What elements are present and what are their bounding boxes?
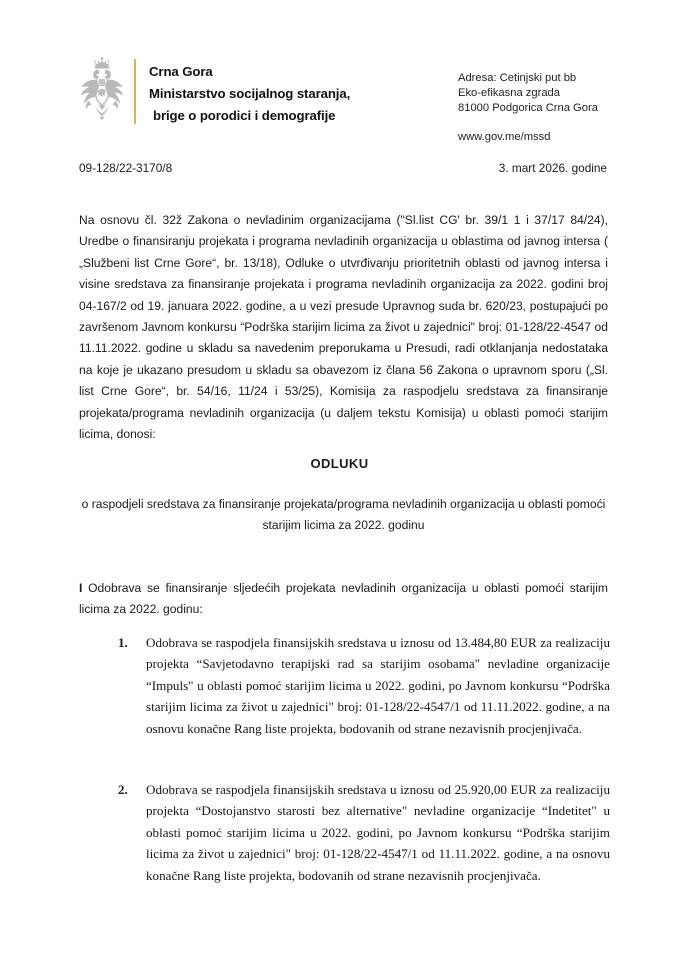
address-line-1: Adresa: Cetinjski put bb: [458, 72, 577, 84]
reference-line: [79, 160, 607, 176]
list-item-number: 2.: [118, 782, 128, 798]
list-item: [118, 779, 610, 886]
reference-number: 09-128/22-3170/8: [79, 161, 173, 175]
header-branding: [76, 56, 350, 130]
preamble-paragraph: Na osnovu čl. 32ž Zakona o nevladinim organizacijama ("Sl.list CG' br. 39/1 1 i 37/17 84/24), Uredbe o finansiranju projekata i programa nevladinih organizacija u oblastima od javnog intersa ( „Službeni list Crne Gore“, br. 13/18), Odluke o utvrđivanju prioritetnih oblasti od javnog intersa i visine sredstava za finansiranje projekata i programa nevladinih organizacija za 2022. godini broj 04-167/2 od 19. januara 2022. godine, a u vezi presude Upravnog suda br. 620/23, postupajući po završenom Javnom konkursu “Podrška starijim licima za život u zajednici" broj: 01-128/22-4547 od 11.11.2022. godine u skladu sa navedenim preporukama u Presudi, radi otklanjanja nedostataka na koje je ukazano presudom u skladu sa obavezom iz člana 56 Zakona o upravnom sporu („Sl. list Crne Gore“, br. 54/16, 11/24 i 53/25), Komisija za raspodjelu sredstava za finansiranje projekata/programa nevladinih organizacija (u daljem tekstu Komisija) u oblasti pomoći starijim licima, donosi:: [79, 213, 608, 442]
list-item-number: 1.: [118, 635, 128, 650]
list-item-text: Odobrava se raspodjela finansijskih sredstava u iznosu od 13.484,80 EUR za realizaciju projekta “Savjetodavno terapijski rad sa starijim osobama" nevladine organizacije “Impuls" u oblasti pomoć starijim licima u 2022. godini, po Javnom konkursu “Podrška starijim licima za život u zajednici" broj: 01-128/22-4547/1 od 11.11.2022. godine, a na osnovu konačne Rang liste projekta, bodovanih od strane nezavisnih procjenjivača.: [146, 635, 610, 736]
ministry-name-line-2: brige o porodici i demografije: [153, 108, 336, 123]
document-subtitle: o raspodjeli sredstava za finansiranje projekata/programa nevladinih organizacija u oblasti pomoći starijim licima za 2022. godinu: [81, 497, 606, 533]
address-block: [458, 71, 598, 145]
document-date: 3. mart 2026. godine: [498, 161, 607, 175]
list-item-text: Odobrava se raspodjela finansijskih sredstava u iznosu od 25.920,00 EUR za realizaciju projekta “Dostojanstvo starosti bez alternative" nevladine organizacije “Indetitet" u oblasti pomoć starijim licima u 2022. godini, po Javnom konkursu “Podrška starijim licima za život u zajednici" broj: 01-128/22-4547/1 od 11.11.2022. godine, a na osnovu konačne Rang liste projekta, bodovanih od strane nezavisnih procjenjivača.: [146, 782, 610, 883]
section-intro-text: Odobrava se finansiranje sljedećih projekata nevladinih organizacija u oblasti pomoći starijim licima za 2022. godinu:: [79, 581, 608, 617]
montenegro-coat-of-arms-icon: [76, 56, 128, 130]
website-url: www.gov.me/mssd: [458, 130, 551, 143]
approved-projects-list: [118, 632, 610, 886]
document-title: ODLUKU: [310, 456, 369, 471]
country-name: Crna Gora: [149, 64, 213, 79]
section-roman-numeral: I: [79, 581, 83, 595]
list-item: [118, 632, 610, 739]
section-intro-paragraph: [79, 578, 608, 621]
address-line-2: Eko-efikasna zgrada: [458, 87, 560, 100]
document-header: [0, 56, 679, 143]
header-divider: [134, 59, 136, 124]
address-line-3: 81000 Podgorica Crna Gora: [458, 102, 598, 115]
ministry-name-line-1: Ministarstvo socijalnog staranja,: [149, 86, 351, 101]
ministry-name-block: [149, 56, 350, 127]
